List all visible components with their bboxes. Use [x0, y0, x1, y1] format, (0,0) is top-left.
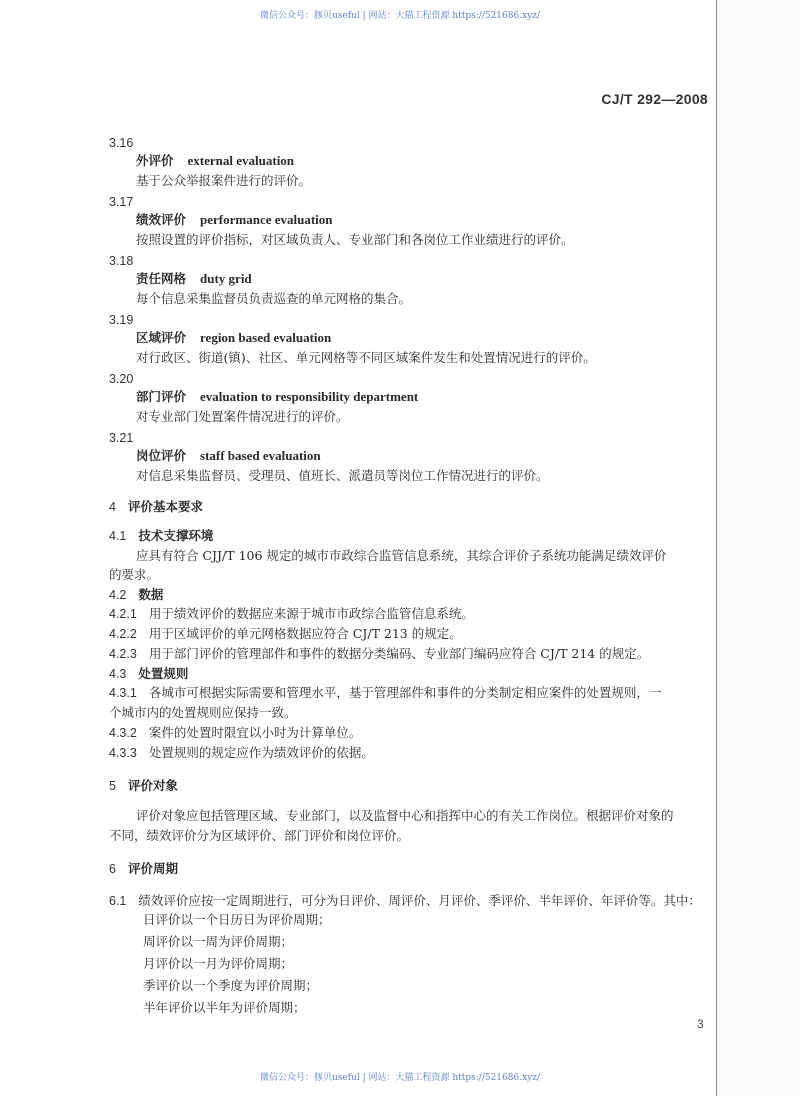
page-edge-divider: [716, 0, 717, 1096]
term-en: performance evaluation: [200, 212, 333, 227]
section-title: 评价周期: [127, 861, 178, 876]
clause: [109, 606, 474, 622]
term-number: 3.21: [109, 431, 134, 445]
clause-text: 案件的处置时限宜以小时为计算单位。: [148, 725, 362, 740]
section-title: 评价基本要求: [127, 499, 203, 514]
list-item: 季评价以一个季度为评价周期；: [143, 978, 319, 993]
term-number: 3.16: [109, 136, 134, 150]
clause-number: 4.2.1: [109, 607, 137, 621]
clause: [109, 725, 361, 741]
paragraph-line: 的要求。: [109, 567, 160, 582]
watermark-bottom: 微信公众号：豚贝useful | 网站：大猫工程资源 https://521686.xyz/: [259, 1073, 541, 1083]
term-cn: 区域评价: [136, 330, 187, 345]
term-cn: 责任网格: [136, 271, 187, 286]
clause-text: 各城市可根据实际需要和管理水平，基于管理部件和事件的分类制定相应案件的处置规则，一: [148, 685, 662, 700]
clause-number: 4.2.2: [109, 627, 137, 641]
list-item: 半年评价以半年为评价周期；: [143, 1000, 306, 1015]
section-number: 5: [109, 779, 116, 793]
term-cn: 绩效评价: [136, 212, 187, 227]
paragraph-line: 评价对象应包括管理区域、专业部门，以及监督中心和指挥中心的有关工作岗位。根据评价对象的: [136, 808, 674, 823]
term-number: 3.18: [109, 254, 134, 268]
term-definition: 按照设置的评价指标，对区域负责人、专业部门和各岗位工作业绩进行的评价。: [136, 232, 574, 247]
clause-text: 绩效评价应按一定周期进行，可分为日评价、周评价、月评价、季评价、半年评价、年评价等。其中：: [138, 893, 701, 908]
term-en: duty grid: [200, 271, 252, 286]
term-definition: 对行政区、街道(镇)、社区、单元网格等不同区域案件发生和处置情况进行的评价。: [136, 350, 596, 365]
term-definition: 每个信息采集监督员负责巡查的单元网格的集合。: [136, 291, 412, 306]
subsection-number: 4.2: [109, 588, 127, 602]
subsection-title: 数据: [138, 587, 164, 602]
paragraph-line: 应具有符合 CJJ/T 106 规定的城市市政综合监管信息系统，其综合评价子系统功能满足绩效评价: [136, 548, 667, 563]
term-en: evaluation to responsibility department: [200, 389, 419, 404]
clause: [109, 685, 661, 701]
clause-continuation: 个城市内的处置规则应保持一致。: [109, 705, 297, 720]
paragraph-line: 不同，绩效评价分为区域评价、部门评价和岗位评价。: [109, 828, 410, 843]
term-number: 3.19: [109, 313, 134, 327]
subsection-title: 处置规则: [138, 666, 189, 681]
term-definition: 对专业部门处置案件情况进行的评价。: [136, 409, 349, 424]
term-number: 3.20: [109, 372, 134, 386]
clause-text: 用于区域评价的单元网格数据应符合 CJ/T 213 的规定。: [148, 626, 462, 641]
clause-text: 用于绩效评价的数据应来源于城市市政综合监管信息系统。: [148, 606, 474, 621]
term-heading: [136, 389, 418, 405]
term-en: region based evaluation: [200, 330, 332, 345]
page-number: 3: [697, 1017, 704, 1031]
section-heading: [109, 861, 178, 877]
clause: [109, 893, 701, 909]
term-heading: [136, 212, 333, 228]
term-heading: [136, 448, 321, 464]
clause: [109, 646, 649, 662]
subsection-heading: [109, 666, 188, 682]
section-number: 6: [109, 862, 116, 876]
term-definition: 对信息采集监督员、受理员、值班长、派遣员等岗位工作情况进行的评价。: [136, 468, 549, 483]
term-heading: [136, 153, 294, 169]
standard-code: CJ/T 292—2008: [601, 91, 708, 107]
term-heading: [136, 271, 252, 287]
clause-number: 4.2.3: [109, 647, 137, 661]
section-title: 评价对象: [127, 778, 178, 793]
clause-number: 4.3.1: [109, 686, 137, 700]
subsection-number: 4.1: [109, 529, 127, 543]
term-heading: [136, 330, 331, 346]
clause-text: 用于部门评价的管理部件和事件的数据分类编码、专业部门编码应符合 CJ/T 214 的规定。: [148, 646, 650, 661]
section-heading: [109, 778, 178, 794]
subsection-title: 技术支撑环境: [138, 528, 214, 543]
term-number: 3.17: [109, 195, 134, 209]
subsection-heading: [109, 587, 163, 603]
term-cn: 部门评价: [136, 389, 187, 404]
section-heading: [109, 499, 203, 515]
clause: [109, 745, 374, 761]
page-right-margin: [717, 0, 800, 1096]
clause-text: 处置规则的规定应作为绩效评价的依据。: [148, 745, 374, 760]
section-number: 4: [109, 500, 116, 514]
term-en: external evaluation: [187, 153, 295, 168]
term-en: staff based evaluation: [200, 448, 321, 463]
term-cn: 外评价: [136, 153, 174, 168]
list-item: 周评价以一周为评价周期；: [143, 934, 294, 949]
term-cn: 岗位评价: [136, 448, 187, 463]
list-item: 月评价以一月为评价周期；: [143, 956, 294, 971]
clause-number: 4.3.3: [109, 746, 137, 760]
list-item: 日评价以一个日历日为评价周期；: [143, 912, 331, 927]
clause: [109, 626, 462, 642]
clause-number: 6.1: [109, 894, 127, 908]
clause-number: 4.3.2: [109, 726, 137, 740]
watermark-top: 微信公众号：豚贝useful | 网站：大猫工程资源 https://521686.xyz/: [259, 11, 541, 21]
subsection-number: 4.3: [109, 667, 127, 681]
term-definition: 基于公众举报案件进行的评价。: [136, 173, 312, 188]
subsection-heading: [109, 528, 213, 544]
